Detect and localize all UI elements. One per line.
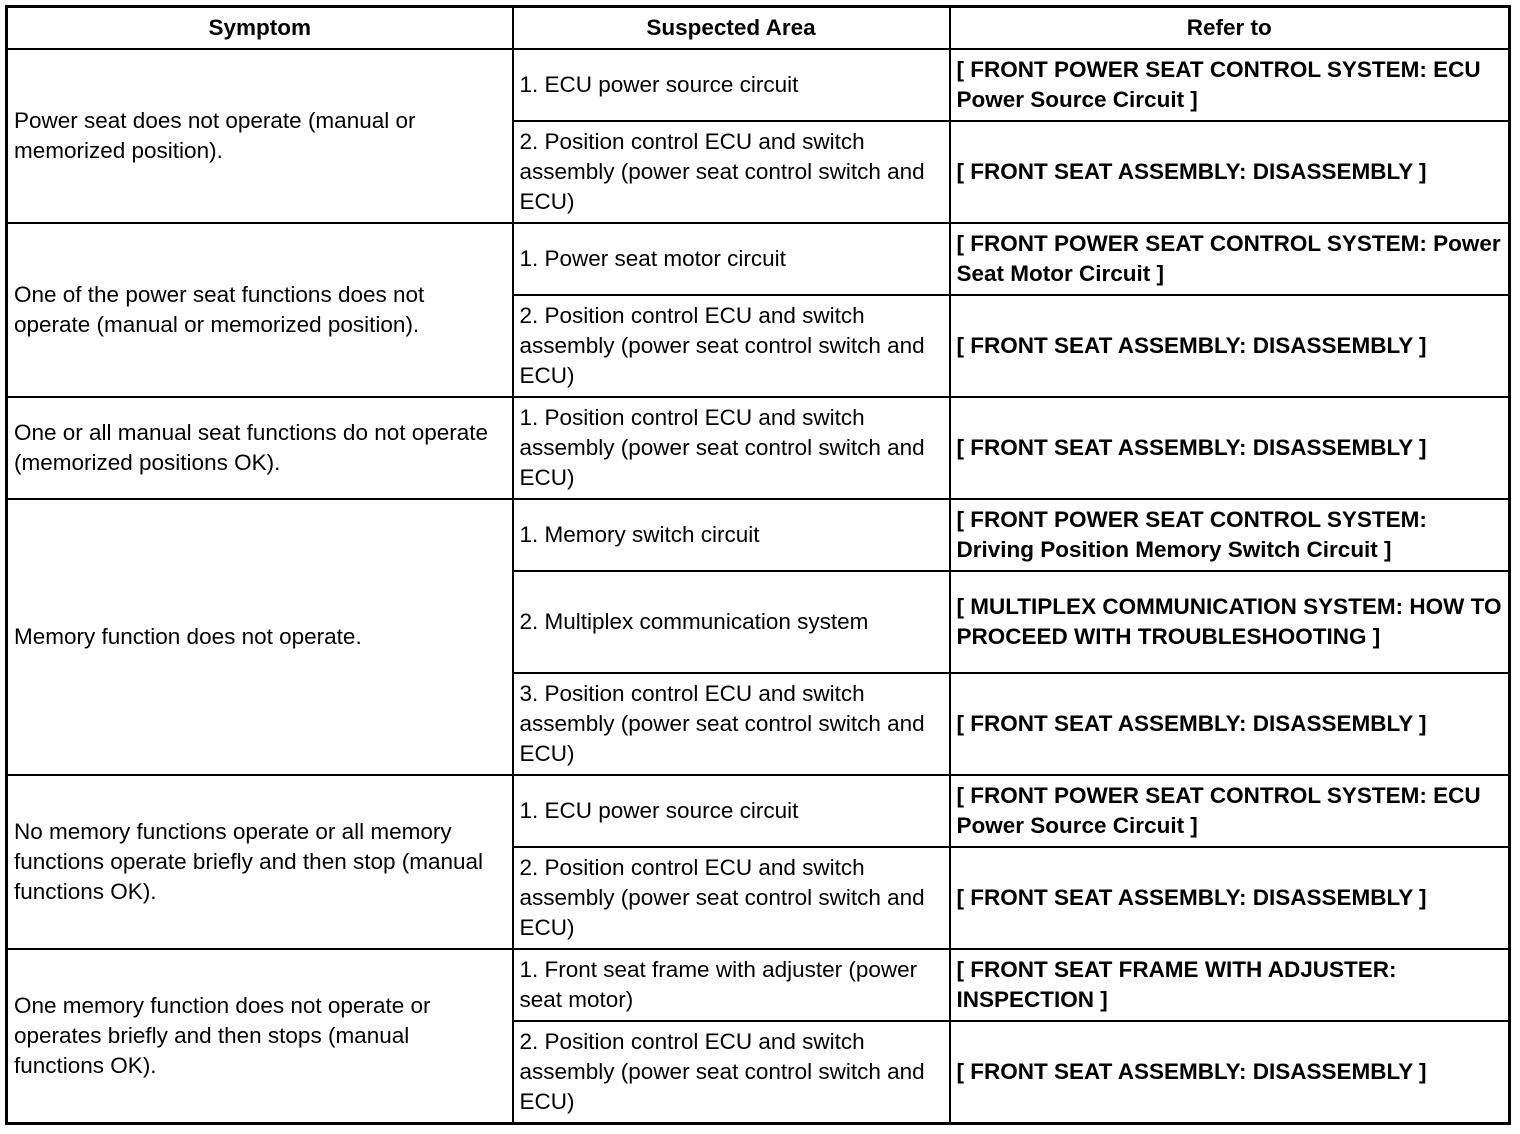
symptom-cell: One memory function does not operate or operates briefly and then stops (manual functions OK). bbox=[7, 949, 513, 1124]
suspected-area-cell: 1. Front seat frame with adjuster (power seat motor) bbox=[513, 949, 950, 1021]
suspected-area-cell: 1. ECU power source circuit bbox=[513, 49, 950, 121]
refer-to-link[interactable]: [ FRONT POWER SEAT CONTROL SYSTEM: Driving Position Memory Switch Circuit ] bbox=[950, 499, 1510, 571]
table-row bbox=[7, 397, 1510, 499]
table-row bbox=[7, 223, 1510, 295]
suspected-area-cell: 1. ECU power source circuit bbox=[513, 775, 950, 847]
suspected-area-cell: 2. Position control ECU and switch assembly (power seat control switch and ECU) bbox=[513, 295, 950, 397]
refer-to-link[interactable]: [ FRONT SEAT ASSEMBLY: DISASSEMBLY ] bbox=[950, 673, 1510, 775]
suspected-area-cell: 1. Position control ECU and switch assembly (power seat control switch and ECU) bbox=[513, 397, 950, 499]
symptom-cell: Power seat does not operate (manual or memorized position). bbox=[7, 49, 513, 223]
refer-to-link[interactable]: [ MULTIPLEX COMMUNICATION SYSTEM: HOW TO PROCEED WITH TROUBLESHOOTING ] bbox=[950, 571, 1510, 673]
header-row bbox=[7, 7, 1510, 50]
refer-to-link[interactable]: [ FRONT SEAT ASSEMBLY: DISASSEMBLY ] bbox=[950, 295, 1510, 397]
suspected-area-cell: 3. Position control ECU and switch assembly (power seat control switch and ECU) bbox=[513, 673, 950, 775]
suspected-area-cell: 2. Position control ECU and switch assembly (power seat control switch and ECU) bbox=[513, 121, 950, 223]
table-row bbox=[7, 775, 1510, 847]
table-row bbox=[7, 949, 1510, 1021]
symptom-cell: One of the power seat functions does not operate (manual or memorized position). bbox=[7, 223, 513, 397]
refer-to-link[interactable]: [ FRONT SEAT FRAME WITH ADJUSTER: INSPECTION ] bbox=[950, 949, 1510, 1021]
suspected-area-cell: 2. Position control ECU and switch assembly (power seat control switch and ECU) bbox=[513, 1021, 950, 1124]
header-refer-to: Refer to bbox=[950, 7, 1510, 50]
table-row bbox=[7, 49, 1510, 121]
suspected-area-cell: 1. Memory switch circuit bbox=[513, 499, 950, 571]
suspected-area-cell: 1. Power seat motor circuit bbox=[513, 223, 950, 295]
suspected-area-cell: 2. Position control ECU and switch assembly (power seat control switch and ECU) bbox=[513, 847, 950, 949]
troubleshooting-table-container bbox=[5, 5, 1511, 1125]
refer-to-link[interactable]: [ FRONT SEAT ASSEMBLY: DISASSEMBLY ] bbox=[950, 397, 1510, 499]
refer-to-link[interactable]: [ FRONT SEAT ASSEMBLY: DISASSEMBLY ] bbox=[950, 1021, 1510, 1124]
refer-to-link[interactable]: [ FRONT SEAT ASSEMBLY: DISASSEMBLY ] bbox=[950, 847, 1510, 949]
header-suspected-area: Suspected Area bbox=[513, 7, 950, 50]
troubleshooting-table bbox=[5, 5, 1511, 1125]
refer-to-link[interactable]: [ FRONT POWER SEAT CONTROL SYSTEM: ECU Power Source Circuit ] bbox=[950, 775, 1510, 847]
refer-to-link[interactable]: [ FRONT POWER SEAT CONTROL SYSTEM: Power Seat Motor Circuit ] bbox=[950, 223, 1510, 295]
refer-to-link[interactable]: [ FRONT SEAT ASSEMBLY: DISASSEMBLY ] bbox=[950, 121, 1510, 223]
refer-to-link[interactable]: [ FRONT POWER SEAT CONTROL SYSTEM: ECU Power Source Circuit ] bbox=[950, 49, 1510, 121]
symptom-cell: One or all manual seat functions do not operate (memorized positions OK). bbox=[7, 397, 513, 499]
header-symptom: Symptom bbox=[7, 7, 513, 50]
suspected-area-cell: 2. Multiplex communication system bbox=[513, 571, 950, 673]
symptom-cell: Memory function does not operate. bbox=[7, 499, 513, 775]
symptom-cell: No memory functions operate or all memory functions operate briefly and then stop (manual functions OK). bbox=[7, 775, 513, 949]
table-row bbox=[7, 499, 1510, 571]
